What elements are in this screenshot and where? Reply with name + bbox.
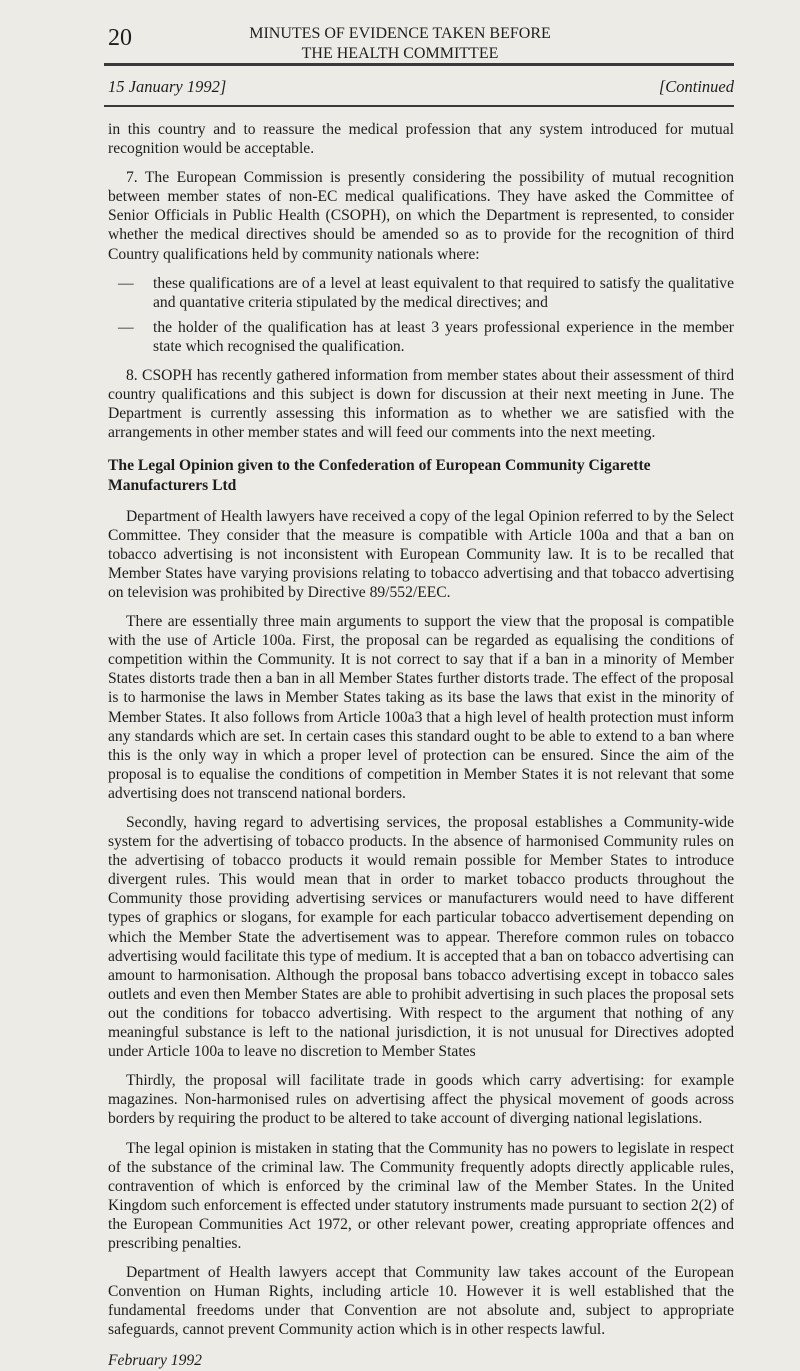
paragraph-continuation: in this country and to reassure the medical profession that any system introduced for mutual recognition would be acceptable. (108, 121, 734, 158)
dash-bullet: — (118, 318, 134, 336)
running-head (0, 24, 800, 64)
page-header (0, 0, 800, 64)
paragraph-legal-1: Department of Health lawyers have received a copy of the legal Opinion referred to by the Select Committee. They consider that the measure is compatible with Article 100a and that a ban on tobacco advertising is not inconsistent with European Community law. It is to be recalled that Member States have varying provisions relating to tobacco advertising and that tobacco advertising on television was prohibited by Directive 89/552/EEC. (108, 507, 734, 601)
paragraph-8: 8. CSOPH has recently gathered information from member states about their assessment of third country qualifications and this subject is down for discussion at their next meeting in June. The Department is currently assessing this information as to whether we are satisfied with the arrangements in other member states and will feed our comments into the next meeting. (108, 367, 734, 442)
paragraph-legal-5: The legal opinion is mistaken in stating that the Community has no powers to legislate in respect of the substance of the criminal law. The Community frequently adopts directly applicable rules, contravention of which is enforced by the criminal law of the Member States. In the United Kingdom such enforcement is effected under statutory instruments made pursuant to section 2(2) of the European Communities Act 1972, or other relevant power, creating appropriate offences and prescribing penalties. (108, 1139, 734, 1252)
paragraph-legal-6: Department of Health lawyers accept that Community law takes account of the European Convention on Human Rights, including article 10. However it is well established that the fundamental freedoms under that Convention are not absolute and, subject to appropriate safeguards, cannot prevent Community action which is in other respects lawful. (108, 1264, 734, 1339)
header-rule-top (104, 63, 734, 66)
paragraph-legal-2: There are essentially three main arguments to support the view that the proposal is compatible with the use of Article 100a. First, the proposal can be regarded as equalising the conditions of competition within the Community. It is not correct to say that if a ban in a minority of Member States distorts trade then a ban in all Member States further distorts trade. The effect of the proposal is to harmonise the laws in Member States taking as its base the laws that exist in the minority of Member States. It also follows from Article 100a3 that a high level of health protection must inform any standards which are set. In certain cases this standard ought to be able to extend to a ban where this is the only way in which a proper level of protection can be ensured. Since the aim of the proposal is to equalise the conditions of competition in Member States it is not relevant that some advertising does not transcend national borders. (108, 613, 734, 802)
continued-label: [Continued (658, 77, 734, 96)
page-number: 20 (108, 25, 132, 51)
dash-bullet: — (118, 274, 134, 292)
list-item-text: the holder of the qualification has at least 3 years professional experience in the member state which recognised the qualification. (153, 318, 734, 355)
running-head-line-1: MINUTES OF EVIDENCE TAKEN BEFORE (249, 25, 551, 42)
list-item (108, 318, 734, 356)
running-head-line-2: THE HEALTH COMMITTEE (301, 45, 499, 62)
list-item-text: these qualifications are of a level at least equivalent to that required to satisfy the qualitative and quantative criteria stipulated by the medical directives; and (153, 274, 734, 311)
header-rule-bottom (104, 105, 734, 107)
criteria-list (108, 274, 734, 356)
paragraph-legal-3: Secondly, having regard to advertising services, the proposal establishes a Community-wide system for the advertising of tobacco products. In the absence of harmonised Community rules on the advertising of tobacco products it would remain possible for Member States to introduce divergent rules. This would mean that in order to market tobacco products throughout the Community those providing advertising services or manufacturers would need to have different types of graphics or slogans, for example for each particular tobacco advertisement depending on which the Member State the advertisement was to appear. Therefore common rules on tobacco advertising would facilitate this type of medium. It is accepted that a ban on tobacco advertising can amount to harmonisation. Although the proposal bans tobacco advertising except in tobacco sales outlets and even then Member States are able to prohibit advertising in such places the proposal sets out the conditions for tobacco advertising. With respect to the argument that nothing of any meaningful substance is left to the national jurisdiction, it is not unusual for Directives adopted under Article 100a to leave no discretion to Member States (108, 814, 734, 1061)
date-line (108, 76, 734, 98)
section-heading: The Legal Opinion given to the Confederation of European Community Cigarette Manufacturers Ltd (108, 457, 651, 494)
session-date: 15 January 1992] (108, 77, 227, 96)
signoff-date: February 1992 (108, 1352, 202, 1370)
paragraph-legal-4: Thirdly, the proposal will facilitate trade in goods which carry advertising: for example magazines. Non-harmonised rules on advertising affect the physical movement of goods across borders by requiring the product to be altered to take account of diverging national legislations. (108, 1072, 734, 1128)
paragraph-7: 7. The European Commission is presently considering the possibility of mutual recognition between member states of non-EC medical qualifications. They have asked the Committee of Senior Officials in Public Health (CSOPH), on which the Department is represented, to consider whether the medical directives should be amended so as to provide for the recognition of third Country qualifications held by community nationals where: (108, 169, 734, 263)
list-item (108, 274, 734, 312)
document-body (108, 120, 734, 1371)
